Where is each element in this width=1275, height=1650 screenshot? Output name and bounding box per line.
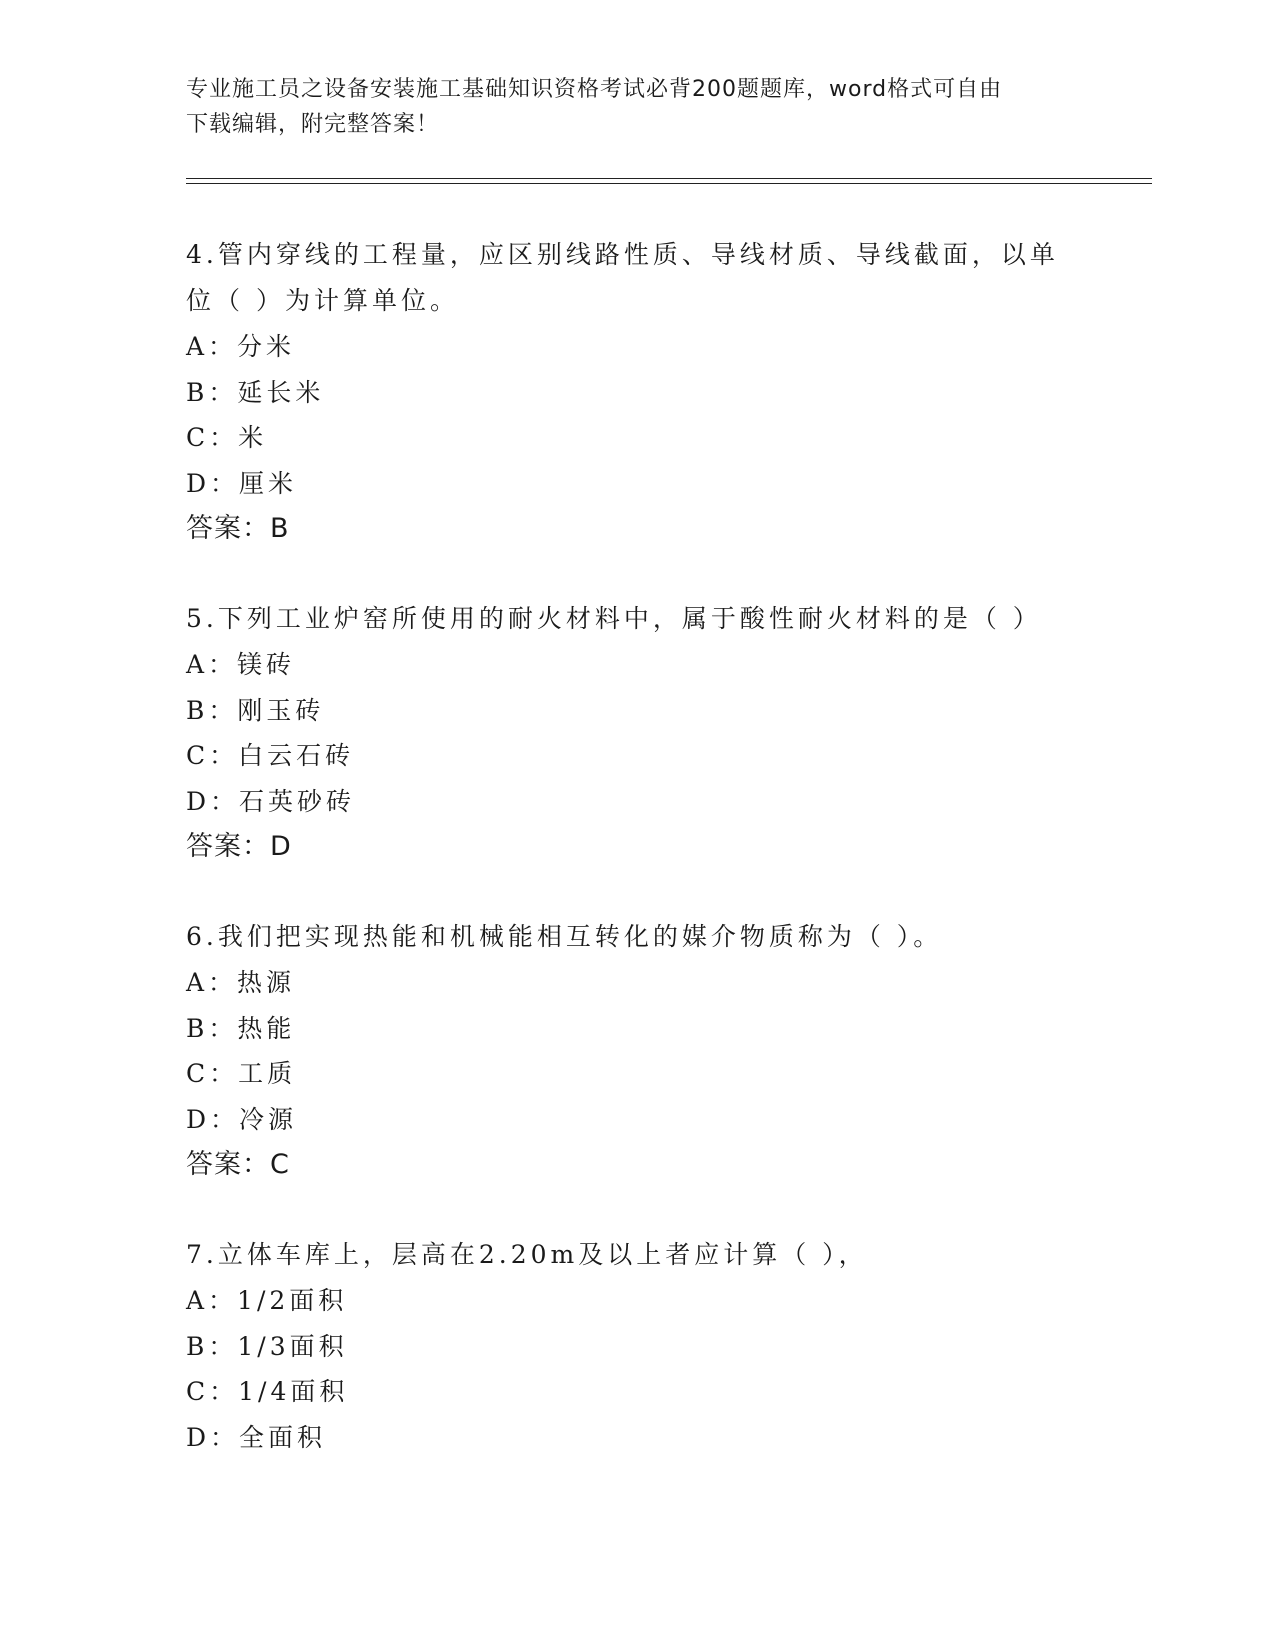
question-text: 5.下列工业炉窑所使用的耐火材料中，属于酸性耐火材料的是（ ） [186,604,1042,633]
option-a: A：热源 [186,968,296,997]
option-d: D：全面积 [186,1422,327,1452]
document-header [186,72,1086,142]
option-c: C：白云石砖 [186,741,355,770]
question-4 [186,232,1086,552]
answer: 答案：C [186,1149,290,1180]
question-text: 4.管内穿线的工程量，应区别线路性质、导线材质、导线截面，以单 [186,240,1059,269]
question-text: 7.立体车库上，层高在2.20m及以上者应计算（ ）， [186,1240,868,1269]
header-line-1: 专业施工员之设备安装施工基础知识资格考试必背200题题库，word格式可自由 [186,77,1003,102]
option-b: B：热能 [186,1013,296,1043]
header-divider-top [186,178,1152,179]
option-d: D：冷源 [186,1104,298,1134]
header-line-2: 下载编辑，附完整答案！ [186,112,440,137]
option-b: B：1/3面积 [186,1331,348,1361]
option-c: C：工质 [186,1059,297,1088]
answer: 答案：D [186,831,292,862]
question-6 [186,914,1086,1188]
option-a: A：1/2面积 [186,1286,348,1315]
question-7 [186,1232,1086,1460]
option-d: D：石英砂砖 [186,786,356,816]
question-list [186,232,1086,1504]
option-d: D：厘米 [186,468,298,498]
option-a: A：分米 [186,332,296,361]
option-a: A：镁砖 [186,650,296,679]
question-text: 6.我们把实现热能和机械能相互转化的媒介物质称为（ ）。 [186,922,943,951]
option-c: C：米 [186,423,268,452]
option-b: B：延长米 [186,377,325,407]
question-text-continued: 位（ ）为计算单位。 [186,286,459,315]
option-b: B：刚玉砖 [186,695,325,725]
option-c: C：1/4面积 [186,1377,349,1406]
header-divider-bottom [186,183,1152,184]
answer: 答案：B [186,513,290,544]
question-5 [186,596,1086,870]
